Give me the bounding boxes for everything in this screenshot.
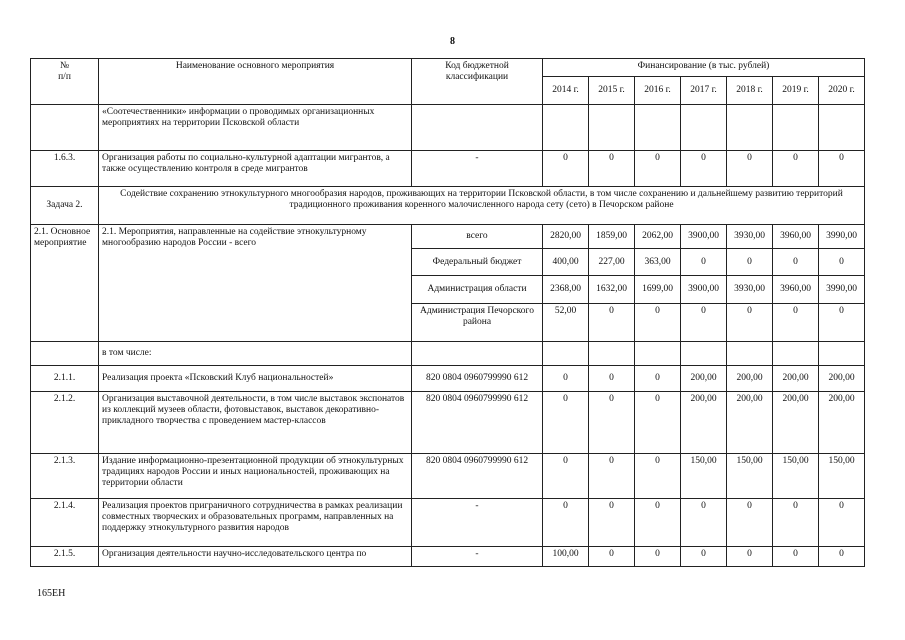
row-value: 227,00 bbox=[589, 249, 635, 276]
row-value: 2820,00 bbox=[543, 225, 589, 249]
header-year: 2017 г. bbox=[681, 77, 727, 105]
table-row bbox=[31, 547, 865, 567]
table-row bbox=[31, 225, 865, 249]
row-value: 200,00 bbox=[819, 392, 865, 454]
row-name: Издание информационно-презентационной продукции об этнокультурных традициях народов России и иных национальностей, проживающих на территории области bbox=[99, 454, 412, 499]
row-value: 200,00 bbox=[727, 392, 773, 454]
table-row bbox=[31, 366, 865, 392]
document-code: 165EH bbox=[37, 588, 66, 599]
row-code: 820 0804 0960799990 612 bbox=[412, 366, 543, 392]
row-value: 0 bbox=[727, 547, 773, 567]
row-value: 150,00 bbox=[773, 454, 819, 499]
row-value: 52,00 bbox=[543, 304, 589, 342]
row-value: 3930,00 bbox=[727, 225, 773, 249]
row-value: 2368,00 bbox=[543, 276, 589, 304]
table-row bbox=[31, 342, 865, 366]
page-number: 8 bbox=[450, 36, 455, 47]
row-value: 0 bbox=[773, 249, 819, 276]
row-value: 200,00 bbox=[773, 392, 819, 454]
task-num: Задача 2. bbox=[31, 187, 99, 225]
row-num: 2.1.3. bbox=[31, 454, 99, 499]
row-value: 3930,00 bbox=[727, 276, 773, 304]
header-financing: Финансирование (в тыс. рублей) bbox=[543, 59, 865, 77]
source-label: Администрация Печорского района bbox=[412, 304, 543, 342]
row-value: 100,00 bbox=[543, 547, 589, 567]
header-code: Код бюджетной классификации bbox=[412, 59, 543, 105]
row-code: 820 0804 0960799990 612 bbox=[412, 392, 543, 454]
row-value: 200,00 bbox=[727, 366, 773, 392]
row-value: 0 bbox=[543, 499, 589, 547]
row-code: - bbox=[412, 151, 543, 187]
row-value: 1699,00 bbox=[635, 276, 681, 304]
row-value: 0 bbox=[589, 366, 635, 392]
row-value: 0 bbox=[635, 454, 681, 499]
row-num: 2.1.1. bbox=[31, 366, 99, 392]
row-value: 0 bbox=[589, 392, 635, 454]
row-value: 0 bbox=[819, 304, 865, 342]
header-year: 2020 г. bbox=[819, 77, 865, 105]
row-value: 3990,00 bbox=[819, 225, 865, 249]
row-value: 150,00 bbox=[819, 454, 865, 499]
source-label: Администрация области bbox=[412, 276, 543, 304]
row-value: 0 bbox=[819, 499, 865, 547]
table-row bbox=[31, 105, 865, 151]
row-value: 0 bbox=[727, 499, 773, 547]
row-value: 400,00 bbox=[543, 249, 589, 276]
row-value: 2062,00 bbox=[635, 225, 681, 249]
header-year: 2016 г. bbox=[635, 77, 681, 105]
header-row bbox=[31, 59, 865, 77]
row-value: 0 bbox=[727, 249, 773, 276]
row-value: 0 bbox=[589, 151, 635, 187]
row-num: 1.6.3. bbox=[31, 151, 99, 187]
row-value: 150,00 bbox=[681, 454, 727, 499]
row-value: 0 bbox=[635, 304, 681, 342]
header-name: Наименование основного мероприятия bbox=[99, 59, 412, 105]
row-value: 0 bbox=[681, 304, 727, 342]
source-label: Федеральный бюджет bbox=[412, 249, 543, 276]
row-value: 1632,00 bbox=[589, 276, 635, 304]
table-row bbox=[31, 454, 865, 499]
row-name: Организация работы по социально-культурной адаптации мигрантов, а также осуществлению контроля в среде мигрантов bbox=[99, 151, 412, 187]
row-name: Реализация проекта «Псковский Клуб национальностей» bbox=[99, 366, 412, 392]
financing-table bbox=[30, 58, 865, 567]
row-value: 0 bbox=[773, 151, 819, 187]
row-value: 0 bbox=[589, 499, 635, 547]
header-year: 2019 г. bbox=[773, 77, 819, 105]
row-value: 3960,00 bbox=[773, 276, 819, 304]
row-value: 0 bbox=[589, 304, 635, 342]
row-value: 3900,00 bbox=[681, 225, 727, 249]
row-value: 1859,00 bbox=[589, 225, 635, 249]
row-value: 0 bbox=[773, 499, 819, 547]
row-value: 0 bbox=[819, 249, 865, 276]
row-value: 0 bbox=[819, 151, 865, 187]
row-value: 0 bbox=[727, 304, 773, 342]
table-row bbox=[31, 151, 865, 187]
row-value: 0 bbox=[635, 392, 681, 454]
row-value: 0 bbox=[543, 151, 589, 187]
header-num: № п/п bbox=[31, 59, 99, 105]
table-row bbox=[31, 392, 865, 454]
row-value: 0 bbox=[727, 151, 773, 187]
row-value: 0 bbox=[773, 304, 819, 342]
row-code: - bbox=[412, 499, 543, 547]
row-value: 3990,00 bbox=[819, 276, 865, 304]
row-value: 0 bbox=[543, 392, 589, 454]
row-num: 2.1.5. bbox=[31, 547, 99, 567]
row-value: 0 bbox=[635, 547, 681, 567]
row-value: 200,00 bbox=[681, 392, 727, 454]
row-value: 0 bbox=[635, 499, 681, 547]
row-num: 2.1. Основное мероприятие bbox=[31, 225, 99, 342]
table-row bbox=[31, 499, 865, 547]
row-name: Организация выставочной деятельности, в том числе выставок экспонатов из коллекций музеев области, фотовыставок, выставок декоративно-прикладного творчества с проведением мастер-классов bbox=[99, 392, 412, 454]
header-year: 2018 г. bbox=[727, 77, 773, 105]
row-value: 363,00 bbox=[635, 249, 681, 276]
row-value: 200,00 bbox=[681, 366, 727, 392]
row-name: «Соотечественники» информации о проводимых организационных мероприятиях на территории Псковской области bbox=[99, 105, 412, 151]
row-value: 0 bbox=[681, 499, 727, 547]
row-name: Организация деятельности научно-исследовательского центра по bbox=[99, 547, 412, 567]
task-row bbox=[31, 187, 865, 225]
row-value: 0 bbox=[819, 547, 865, 567]
row-value: 3900,00 bbox=[681, 276, 727, 304]
row-code: 820 0804 0960799990 612 bbox=[412, 454, 543, 499]
row-value: 0 bbox=[589, 547, 635, 567]
row-name: 2.1. Мероприятия, направленные на содействие этнокультурному многообразию народов России - всего bbox=[99, 225, 412, 342]
row-num: 2.1.2. bbox=[31, 392, 99, 454]
row-value: 0 bbox=[635, 151, 681, 187]
row-value: 0 bbox=[543, 454, 589, 499]
row-value: 0 bbox=[773, 547, 819, 567]
header-year: 2014 г. bbox=[543, 77, 589, 105]
row-value: 200,00 bbox=[773, 366, 819, 392]
row-value: 0 bbox=[589, 454, 635, 499]
row-value: 3960,00 bbox=[773, 225, 819, 249]
row-name: Реализация проектов приграничного сотрудничества в рамках реализации совместных творческих и образовательных программ, направленных на поддержку этнокультурного развития народов bbox=[99, 499, 412, 547]
row-value: 0 bbox=[681, 547, 727, 567]
header-year: 2015 г. bbox=[589, 77, 635, 105]
row-value: 0 bbox=[543, 366, 589, 392]
row-value: 0 bbox=[681, 249, 727, 276]
row-value: 0 bbox=[635, 366, 681, 392]
source-label: всего bbox=[412, 225, 543, 249]
including-label: в том числе: bbox=[99, 342, 412, 366]
row-num: 2.1.4. bbox=[31, 499, 99, 547]
row-value: 0 bbox=[681, 151, 727, 187]
row-code: - bbox=[412, 547, 543, 567]
row-value: 200,00 bbox=[819, 366, 865, 392]
task-text: Содействие сохранению этнокультурного многообразия народов, проживающих на территории Псковской области, в том числе сохранению и дальнейшему развитию территорий традиционного проживания коренного малочисленного народа сету (сето) в Печорском районе bbox=[99, 187, 865, 225]
row-value: 150,00 bbox=[727, 454, 773, 499]
